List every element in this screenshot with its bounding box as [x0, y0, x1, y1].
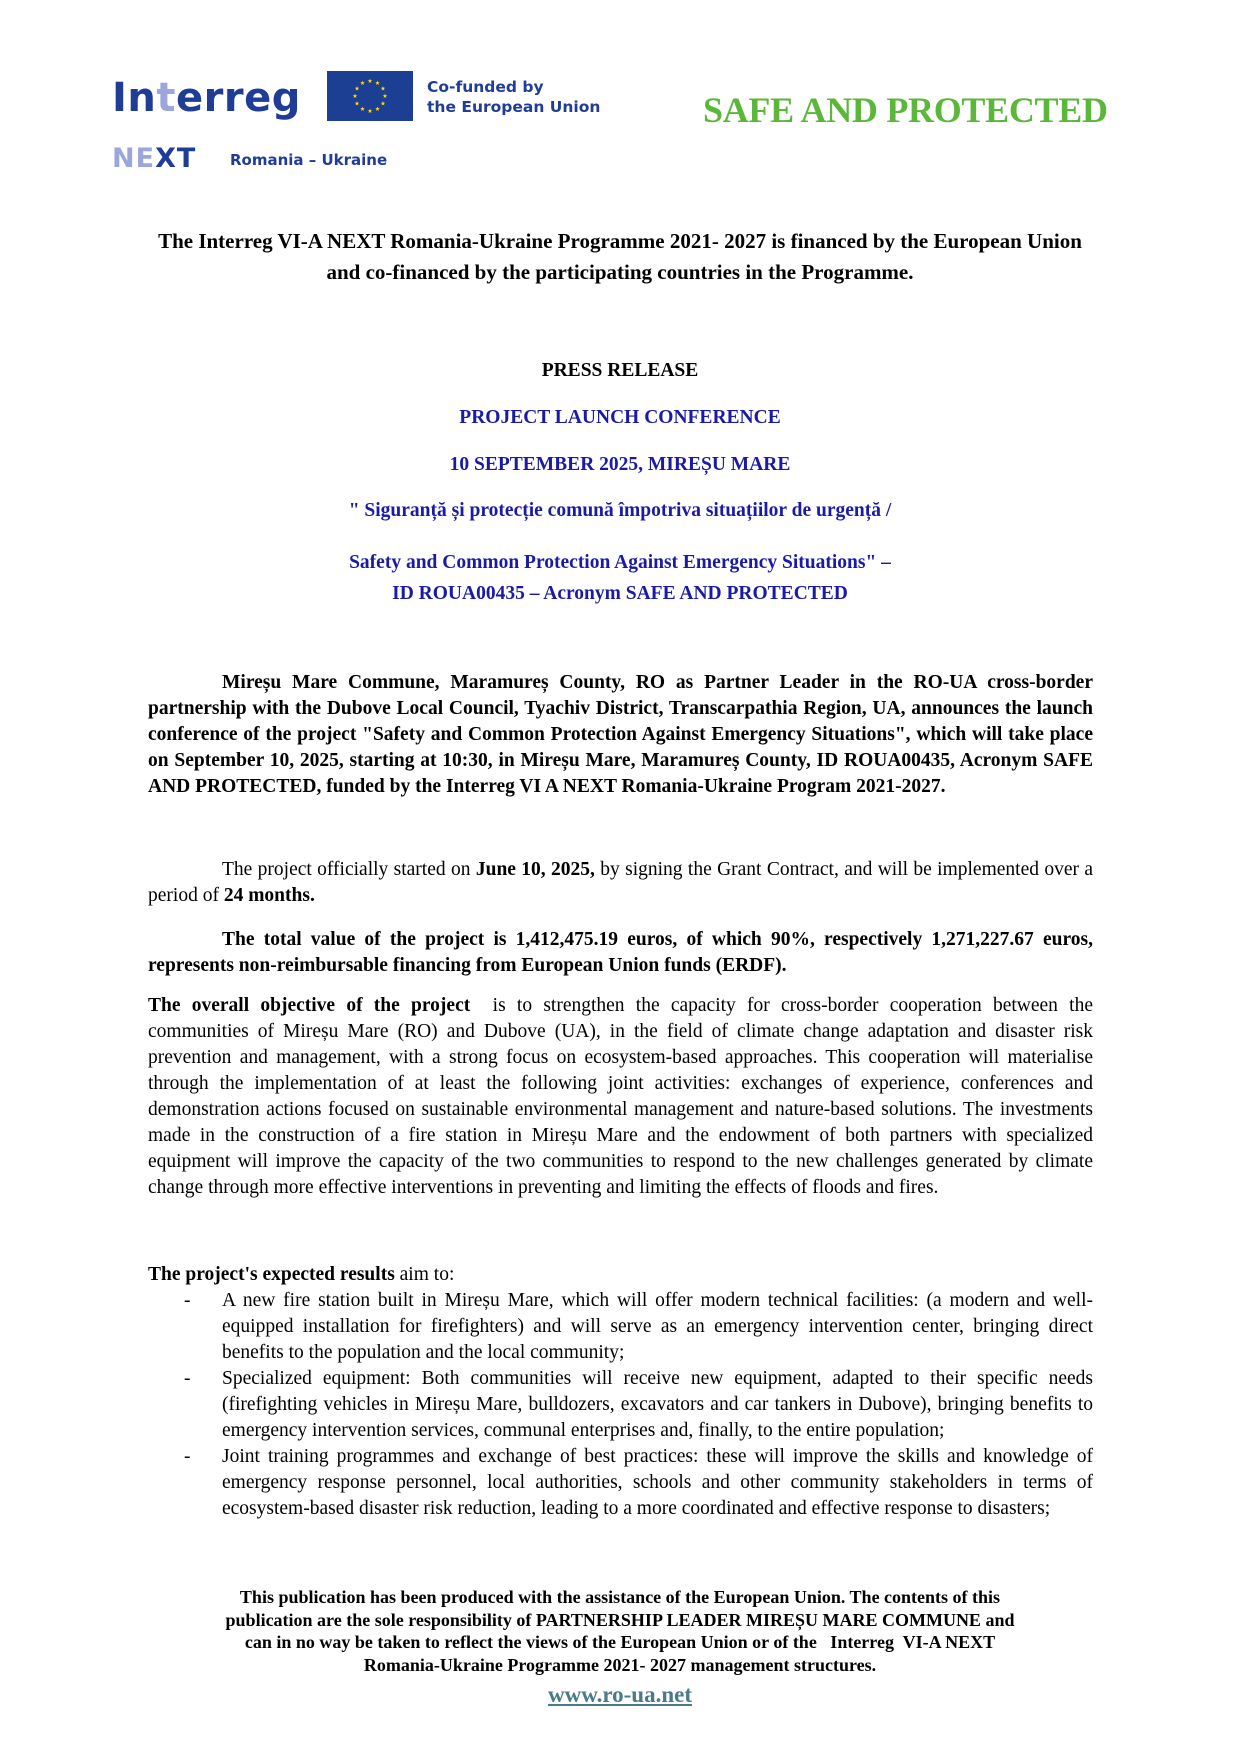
- list-item-text: Joint training programmes and exchange of best practices: these will improve the skills and knowledge of emergency response personnel, local authorities, schools and other community stakeholders in terms of ecosystem-based disaster risk reduction, leading to a more coordinated and effective response to disasters;: [222, 1446, 1093, 1519]
- next-logo-n: N: [112, 143, 136, 174]
- project-title-english-line1: Safety and Common Protection Against Emergency Situations" –: [349, 552, 891, 573]
- project-acronym-title: SAFE AND PROTECTED: [703, 90, 1108, 130]
- eu-star: [368, 109, 373, 113]
- eu-star: [375, 107, 380, 111]
- interreg-logo-text-rest: erreg: [175, 75, 301, 121]
- interreg-logo: [112, 75, 301, 121]
- eu-cofunded-line2: the European Union: [427, 98, 601, 116]
- conference-title: PROJECT LAUNCH CONFERENCE: [459, 407, 781, 428]
- intro-paragraph: [148, 670, 1093, 800]
- list-item: [148, 1366, 1093, 1444]
- list-bullet: -: [184, 1368, 191, 1389]
- project-title-english: [140, 547, 1100, 609]
- disclaimer-line: can in no way be taken to reflect the views of the European Union or of the Interreg VI-A NEXT: [244, 1632, 996, 1652]
- funding-statement: The Interreg VI-A NEXT Romania-Ukraine Programme 2021- 2027 is financed by the European Union and co-financed by the participating countries in the Programme.: [158, 229, 1082, 284]
- list-item-text: A new fire station built in Mireșu Mare, which will offer modern technical facilities: (a modern and well-equipped installation for firefighters) and will serve as an emergency intervention center, bringing direct benefits to the population and the local community;: [222, 1290, 1093, 1363]
- list-item: [148, 1444, 1093, 1522]
- disclaimer-line: publication are the sole responsibility of PARTNERSHIP LEADER MIREȘU MARE COMMUNE and: [225, 1609, 1015, 1630]
- intro-text: Mireșu Mare Commune, Maramureș County, RO as Partner Leader in the RO-UA cross-border partnership with the Dubove Local Council, Tyachiv District, Transcarpathia Region, UA, announces the launch conference of the project "Safety and Common Protection Against Emergency Situations", which will take place on September 10, 2025, starting at 10:30, in Mireșu Mare, Maramureș County, ID ROUA00435, Acronym SAFE AND PROTECTED, funded by the Interreg VI A NEXT Romania-Ukraine Program 2021-2027.: [148, 672, 1093, 797]
- objective-label: The overall objective of the project: [148, 995, 471, 1016]
- list-bullet: -: [184, 1290, 191, 1311]
- project-id-acronym: ID ROUA00435 – Acronym SAFE AND PROTECTED: [392, 583, 848, 604]
- eu-star: [381, 101, 386, 105]
- start-date: June 10, 2025,: [475, 859, 595, 880]
- results-list: [148, 1288, 1093, 1522]
- eu-cofunded-line1: Co-funded by: [427, 78, 544, 96]
- eu-star: [368, 79, 373, 83]
- eu-star: [383, 94, 388, 98]
- eu-cofunded-label: [427, 77, 600, 117]
- programme-country-label: Romania – Ukraine: [230, 151, 388, 169]
- objective-paragraph: [148, 993, 1098, 1201]
- eu-flag-icon: [327, 71, 413, 121]
- website-footer: [140, 1681, 1100, 1709]
- list-item: [148, 1288, 1093, 1366]
- next-logo-e: E: [135, 143, 156, 174]
- conference-date-location: 10 SEPTEMBER 2025, MIREȘU MARE: [449, 454, 791, 475]
- next-logo-x: X: [155, 143, 177, 174]
- eu-star: [355, 86, 360, 90]
- results-label: The project's expected results: [148, 1264, 395, 1285]
- next-logo: [112, 145, 196, 172]
- objective-text: [148, 993, 1098, 1201]
- project-duration: 24 months.: [223, 885, 315, 906]
- results-intro-rest: aim to:: [394, 1264, 455, 1285]
- list-bullet: -: [184, 1446, 191, 1467]
- expected-results-section: [148, 1262, 1093, 1522]
- disclaimer-line: This publication has been produced with the assistance of the European Union. The contents of this: [239, 1587, 1001, 1607]
- eu-star: [360, 107, 365, 111]
- results-intro: [148, 1262, 1093, 1288]
- next-logo-t: T: [176, 143, 197, 174]
- start-text-before: The project officially started on: [222, 859, 476, 880]
- eu-disclaimer: [140, 1586, 1100, 1676]
- document-header: [0, 0, 1240, 180]
- eu-stars-icon: [327, 71, 413, 121]
- eu-star: [355, 101, 360, 105]
- project-start-text: [148, 857, 1093, 909]
- eu-star: [353, 94, 358, 98]
- start-text-middle: by signing the Grant Contract, and will be implemented over a period of: [148, 859, 1093, 906]
- project-title-romanian: " Siguranță și protecție comună împotriva situațiilor de urgență /: [348, 500, 892, 521]
- disclaimer-line: Romania-Ukraine Programme 2021- 2027 management structures.: [363, 1654, 877, 1675]
- eu-star: [360, 81, 365, 85]
- interreg-logo-text-light: t: [156, 75, 176, 121]
- press-release-label: PRESS RELEASE: [541, 360, 699, 381]
- objective-body: is to strengthen the capacity for cross-border cooperation between the communities of Mireșu Mare (RO) and Dubove (UA), in the field of climate change adaptation and disaster risk prevention and management, with a strong focus on ecosystem-based approaches. This cooperation will materialise through the implementation of at least the following joint activities: exchanges of experience, conferences and demonstration actions focused on sustainable environmental management and nature-based solutions. The investments made in the construction of a fire station in Mireșu Mare and the endowment of both partners with specialized equipment will improve the capacity of the two communities to respond to the new challenges generated by climate change through more effective interventions in preventing and limiting the effects of floods and fires.: [148, 995, 1098, 1198]
- eu-star: [375, 81, 380, 85]
- project-value-paragraph: [148, 927, 1093, 979]
- interreg-logo-text-dark: In: [112, 75, 157, 121]
- project-value-text: The total value of the project is 1,412,475.19 euros, of which 90%, respectively 1,271,227.67 euros, represents non-reimbursable financing from European Union funds (ERDF).: [148, 929, 1093, 976]
- project-start-paragraph: [148, 857, 1093, 909]
- website-link[interactable]: www.ro-ua.net: [548, 1682, 692, 1707]
- eu-star: [381, 86, 386, 90]
- list-item-text: Specialized equipment: Both communities will receive new equipment, adapted to their specific needs (firefighting vehicles in Mireșu Mare, bulldozers, excavators and car tankers in Dubove), bringing benefits to emergency intervention services, communal enterprises and, finally, to the entire population;: [222, 1368, 1093, 1441]
